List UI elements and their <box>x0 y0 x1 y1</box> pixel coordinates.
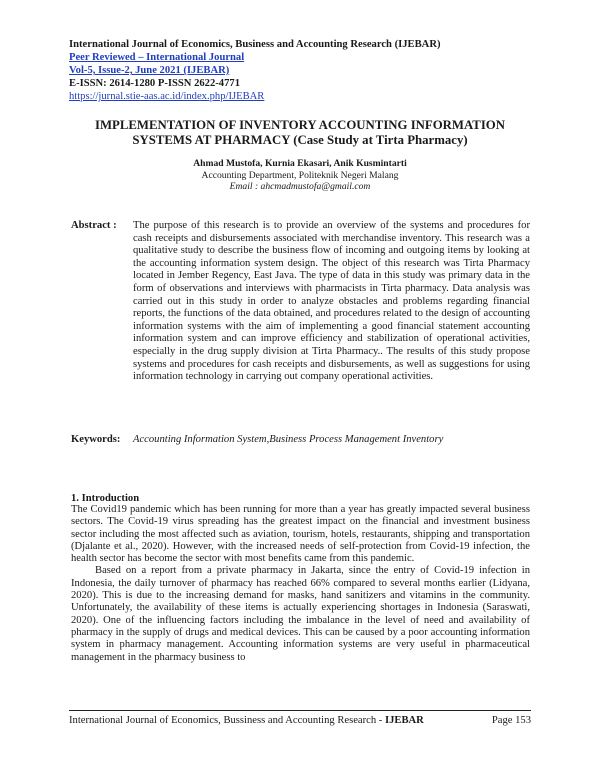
footer-journal-abbr: IJEBAR <box>384 715 424 726</box>
keywords-value: Accounting Information System,Business Process Management Inventory <box>133 434 444 445</box>
page-footer <box>69 710 531 727</box>
page-number: Page 153 <box>491 715 531 726</box>
author-block <box>60 158 540 193</box>
introduction-paragraph-1: The Covid19 pandemic which has been running for more than a year has greatly impacted several business sectors. The Covid-19 virus spreading has the greatest impact on the financial and investment business sector including the most affected such as aviation, tourism, hotels, restaurants, shipping and transportation (Djalante et al., 2020). However, with the increased needs of self-protection from Covid-19 infection, the health sector has become the sector with most benefits came from this pandemic. <box>71 504 530 565</box>
footer-journal-name: International Journal of Economics, Bussiness and Accounting Research - <box>69 715 385 726</box>
introduction-paragraph-2: Based on a report from a private pharmacy in Jakarta, since the entry of Covid-19 infection in Indonesia, the daily turnover of pharmacy has reached 66% compared to several months earlier (Lidyana, 2020). This is due to the increasing demand for masks, hand sanitizers and vitamins in the community. Unfortunately, the availability of these items is actually experiencing shortages in Indonesia (Saraswati, 2020). One of the influencing factors including the imbalance in the level of need and availability of pharmacy in the supply of drugs and medical devices. This can be caused by a poor accounting information system in pharmacy management. Accounting information systems are very useful in pharmaceutical management in the pharmacy business to <box>71 565 530 663</box>
introduction-body <box>71 504 530 664</box>
keywords-label: Keywords: <box>71 434 121 445</box>
author-names: Ahmad Mustofa, Kurnia Ekasari, Anik Kusmintarti <box>193 158 407 169</box>
abstract-label: Abstract : <box>71 220 117 231</box>
introduction-heading: 1. Introduction <box>71 493 140 504</box>
abstract-text: The purpose of this research is to provide an overview of the systems and procedures for cash receipts and disbursements associated with merchandise inventory. This research was a qualitative study to describe the business flow of incoming and outgoing items by looking at the accounting information system design. The object of this research was Tirta Pharmacy located in Jember Regency, East Java. The type of data in this study was primary data in the form of observations and interviews with pharmacists in Tirta pharmacy. Data analysis was carried out in this study in order to analyze obstacles and problems regarding financial reports, the functions of the data obtained, and procedures related to the design of accounting information systems with the aim of implementing a good financial statement accounting information system and can improve efficiency and stabilization of operational activities, especially in the drug supply division at Tirta Pharmacy.. The results of this study propose systems and procedures for cash receipts and disbursements, as well as suggestions for using information technology in carrying out company operational activities. <box>133 220 530 383</box>
keywords-section <box>71 433 530 446</box>
journal-header <box>69 38 539 103</box>
title-line-2: SYSTEMS AT PHARMACY (Case Study at Tirta Pharmacy) <box>132 133 468 147</box>
journal-name: International Journal of Economics, Business and Accounting Research (IJEBAR) <box>69 39 441 50</box>
footer-journal <box>69 714 424 727</box>
journal-url-link[interactable]: https://jurnal.stie-aas.ac.id/index.php/IJEBAR <box>69 91 265 102</box>
peer-reviewed-link[interactable]: Peer Reviewed – International Journal <box>69 52 245 63</box>
issn-text: E-ISSN: 2614-1280 P-ISSN 2622-4771 <box>69 78 240 89</box>
author-affiliation: Accounting Department, Politeknik Negeri Malang <box>201 169 399 181</box>
author-email: Email : ahcmadmustofa@gmail.com <box>229 181 371 192</box>
abstract-section <box>71 220 530 384</box>
paper-title <box>60 118 540 148</box>
volume-issue-link[interactable]: Vol-5, Issue-2, June 2021 (IJEBAR) <box>69 65 230 76</box>
title-line-1: IMPLEMENTATION OF INVENTORY ACCOUNTING INFORMATION <box>94 118 506 132</box>
